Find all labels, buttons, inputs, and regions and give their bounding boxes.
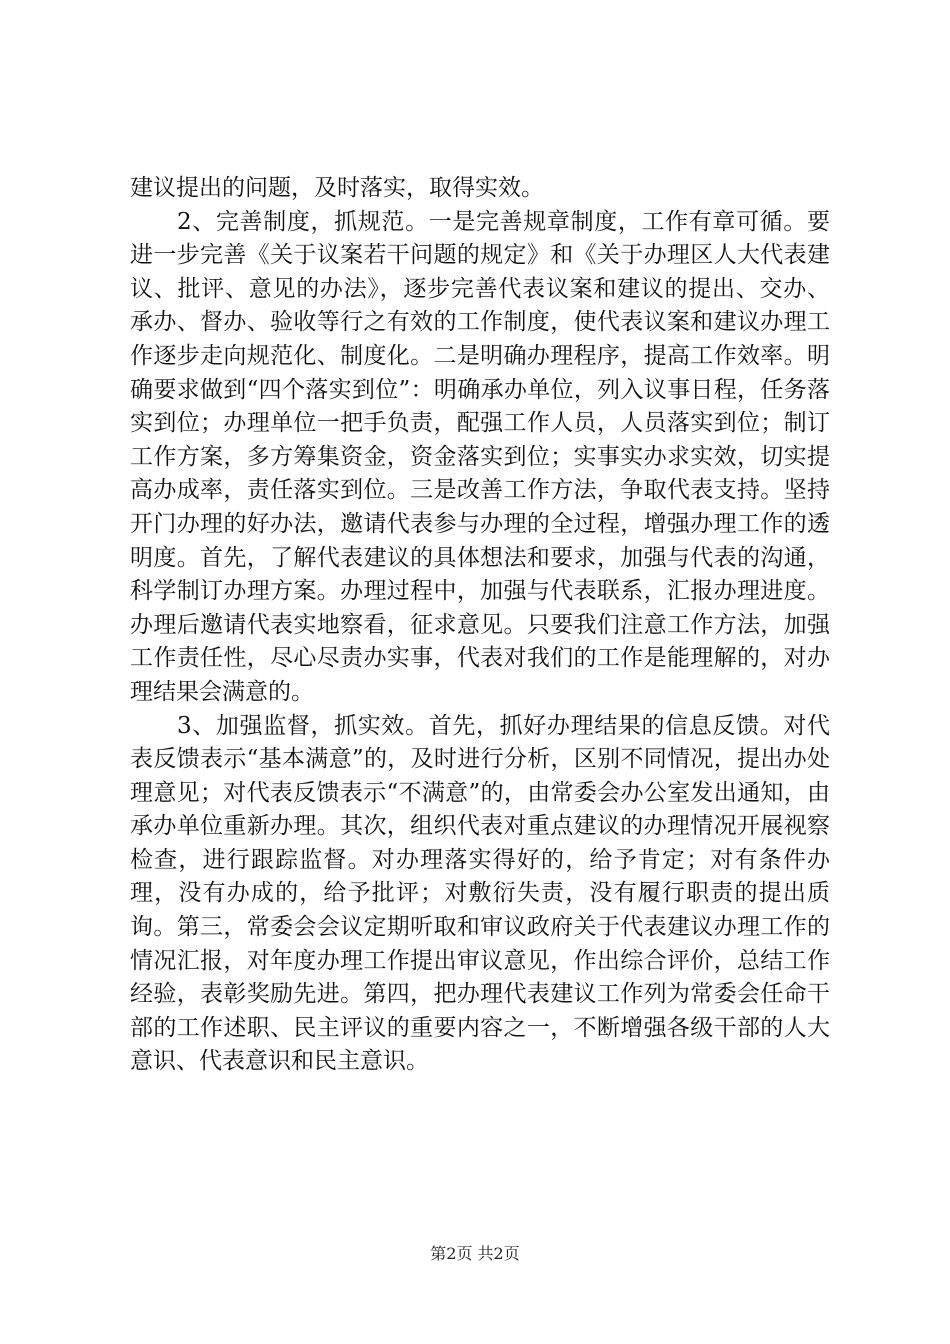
document-body: [130, 172, 830, 1079]
paragraph-section-3: 3、加强监督，抓实效。首先，抓好办理结果的信息反馈。对代表反馈表示“基本满意”的，及时进行分析，区别不同情况，提出办处理意见；对代表反馈表示“不满意”的，由常委会办公室发出通知，由承办单位重新办理。其次，组织代表对重点建议的办理情况开展视察检查，进行跟踪监督。对办理落实得好的，给予肯定；对有条件办理，没有办成的，给予批评；对敷衍失责，没有履行职责的提出质询。第三，常委会会议定期听取和审议政府关于代表建议办理工作的情况汇报，对年度办理工作提出审议意见，作出综合评价，总结工作经验，表彰奖励先进。第四，把办理代表建议工作列为常委会任命干部的工作述职、民主评议的重要内容之一，不断增强各级干部的人大意识、代表意识和民主意识。: [130, 712, 830, 1075]
paragraph-section-2: 2、完善制度，抓规范。一是完善规章制度，工作有章可循。要进一步完善《关于议案若干问题的规定》和《关于办理区人大代表建议、批评、意见的办法》，逐步完善代表议案和建议的提出、交办、承办、督办、验收等行之有效的工作制度，使代表议案和建议办理工作逐步走向规范化、制度化。二是明确办理程序，提高工作效率。明确要求做到“四个落实到位”：明确承办单位，列入议事日程，任务落实到位；办理单位一把手负责，配强工作人员，人员落实到位；制订工作方案，多方筹集资金，资金落实到位；实事实办求实效，切实提高办成率，责任落实到位。三是改善工作方法，争取代表支持。坚持开门办理的好办法，邀请代表参与办理的全过程，增强办理工作的透明度。首先，了解代表建议的具体想法和要求，加强与代表的沟通，科学制订办理方案。办理过程中，加强与代表联系，汇报办理进度。办理后邀请代表实地察看，征求意见。只要我们注意工作方法，加强工作责任性，尽心尽责办实事，代表对我们的工作是能理解的，对办理结果会满意的。: [130, 208, 830, 705]
page-footer: [0, 1244, 950, 1264]
page-number: 第2页 共2页: [430, 1244, 520, 1263]
paragraph-continuation: 建议提出的问题，及时落实，取得实效。: [130, 175, 544, 201]
